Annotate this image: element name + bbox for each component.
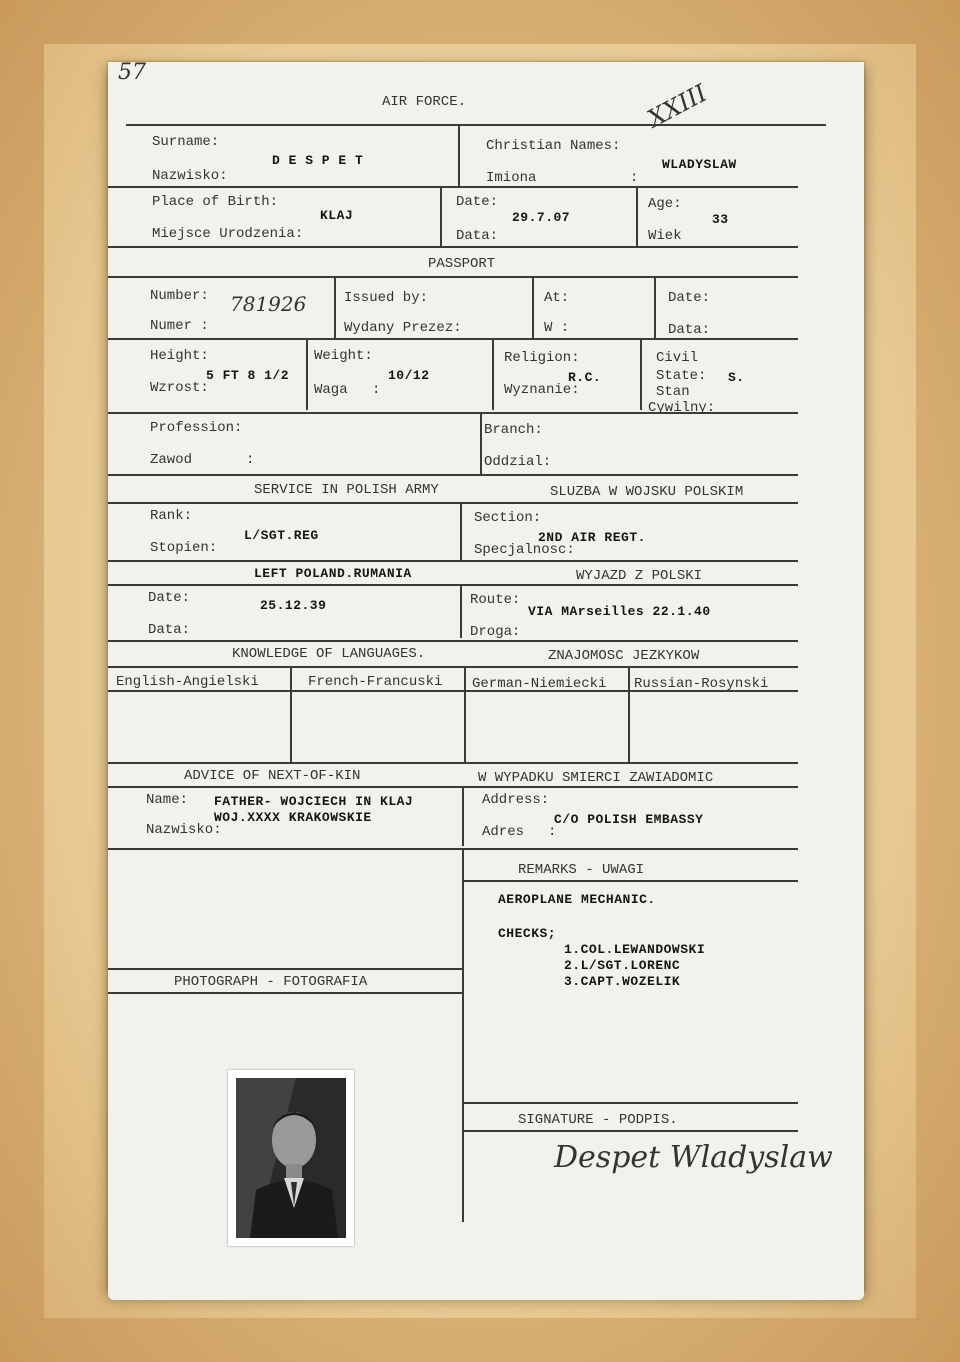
religion-label-pl: Wyznanie: [504, 382, 580, 398]
place-of-birth-label-pl: Miejsce Urodzenia: [152, 226, 304, 242]
weight-value: 10/12 [388, 368, 430, 383]
surname-label: Surname: [152, 134, 220, 150]
departure-date-value: 25.12.39 [260, 598, 327, 613]
remarks-checks-label: CHECKS; [498, 926, 557, 941]
weight-label-pl: Waga [314, 382, 348, 398]
place-of-birth-label: Place of Birth: [152, 194, 279, 210]
issued-by-label: Issued by: [344, 290, 429, 306]
form-title: AIR FORCE. [382, 94, 467, 110]
weight-label: Weight: [314, 348, 373, 364]
kin-address-colon: : [548, 824, 557, 840]
christian-names-value: WLADYSLAW [662, 157, 737, 172]
left-poland-title: LEFT POLAND.RUMANIA [254, 566, 412, 581]
civil-state-label-2: State: [656, 368, 707, 384]
next-of-kin-title-en: ADVICE OF NEXT-OF-KIN [184, 768, 361, 784]
surname-label-pl: Nazwisko: [152, 168, 228, 184]
age-label: Age: [648, 196, 682, 212]
place-of-birth-value: KLAJ [320, 208, 354, 223]
departure-date-label-pl: Data: [148, 622, 191, 638]
age-label-pl: Wiek [648, 228, 682, 244]
route-value: VIA MArseilles 22.1.40 [528, 604, 711, 619]
kin-name-label-pl: Nazwisko: [146, 822, 222, 838]
language-col-russian: Russian-Rosynski [634, 676, 769, 692]
kin-name-line2: WOJ.XXXX KRAKOWSKIE [214, 810, 372, 825]
profession-colon: : [246, 452, 255, 468]
section-value: 2ND AIR REGT. [538, 530, 646, 545]
roman-mark: XXIII [643, 78, 712, 134]
remarks-line1: AEROPLANE MECHANIC. [498, 892, 656, 907]
kin-name-label: Name: [146, 792, 189, 808]
profession-label: Profession: [150, 420, 243, 436]
language-col-german: German-Niemiecki [472, 676, 607, 692]
age-value: 33 [712, 212, 729, 227]
issued-by-label-pl: Wydany Prezez: [344, 320, 462, 336]
issue-date-label: Date: [668, 290, 711, 306]
birth-date-label-pl: Data: [456, 228, 499, 244]
passport-number-label: Number: [150, 288, 209, 304]
height-label: Height: [150, 348, 209, 364]
branch-label-pl: Oddzial: [484, 454, 552, 470]
kin-address-label: Address: [482, 792, 550, 808]
civil-state-label-4: Cywilny: [648, 400, 716, 416]
rank-label: Rank: [150, 508, 193, 524]
languages-title-pl: ZNAJOMOSC JEZKYKOW [548, 648, 700, 664]
passport-title: PASSPORT [428, 256, 496, 272]
signature-title: SIGNATURE - PODPIS. [518, 1112, 678, 1128]
service-title-pl: SLUZBA W WOJSKU POLSKIM [550, 484, 744, 500]
issued-at-label-pl: W : [544, 320, 570, 336]
branch-label: Branch: [484, 422, 543, 438]
applicant-photo [228, 1070, 354, 1246]
document-sheet [108, 62, 864, 1292]
remarks-check-1: 1.COL.LEWANDOWSKI [564, 942, 706, 957]
issued-at-label: At: [544, 290, 570, 306]
languages-title-en: KNOWLEDGE OF LANGUAGES. [232, 646, 426, 662]
departure-date-label: Date: [148, 590, 191, 606]
civil-state-value: S. [728, 370, 745, 385]
language-col-english: English-Angielski [116, 674, 259, 690]
christian-names-label: Christian Names: [486, 138, 621, 154]
profession-label-pl: Zawod [150, 452, 193, 468]
next-of-kin-title-pl: W WYPADKU SMIERCI ZAWIADOMIC [478, 770, 714, 786]
birth-date-label: Date: [456, 194, 499, 210]
corner-mark: 57 [118, 60, 146, 85]
passport-number-value: 781926 [230, 292, 307, 316]
kin-address-label-pl: Adres [482, 824, 525, 840]
remarks-check-2: 2.L/SGT.LORENC [564, 958, 681, 973]
kin-address-value: C/O POLISH EMBASSY [554, 812, 704, 827]
kin-name-line1: FATHER- WOJCIECH IN KLAJ [214, 794, 414, 809]
religion-value: R.C. [568, 370, 602, 385]
civil-state-label-3: Stan [656, 384, 690, 400]
birth-date-value: 29.7.07 [512, 210, 571, 225]
section-label: Section: [474, 510, 542, 526]
surname-value: D E S P E T [272, 153, 364, 168]
rank-value: L/SGT.REG [244, 528, 319, 543]
route-label-pl: Droga: [470, 624, 521, 640]
christian-colon: : [630, 170, 639, 186]
civil-state-label: Civil [656, 350, 699, 366]
left-poland-title-pl: WYJAZD Z POLSKI [576, 568, 703, 584]
route-label: Route: [470, 592, 521, 608]
religion-label: Religion: [504, 350, 580, 366]
remarks-title: REMARKS - UWAGI [518, 862, 645, 878]
signature-value: Despet Wladyslaw [554, 1140, 833, 1175]
remarks-check-3: 3.CAPT.WOZELIK [564, 974, 681, 989]
rank-label-pl: Stopien: [150, 540, 218, 556]
weight-colon: : [372, 382, 381, 398]
section-label-pl: Specjalnosc: [474, 542, 575, 558]
photograph-title: PHOTOGRAPH - FOTOGRAFIA [174, 974, 368, 990]
height-label-pl: Wzrost: [150, 380, 209, 396]
height-value: 5 FT 8 1/2 [206, 368, 290, 383]
christian-names-label-pl: Imiona [486, 170, 537, 186]
service-title-en: SERVICE IN POLISH ARMY [254, 482, 439, 498]
portrait-icon [236, 1078, 346, 1238]
language-col-french: French-Francuski [308, 674, 443, 690]
passport-number-label-pl: Numer : [150, 318, 209, 334]
issue-date-label-pl: Data: [668, 322, 711, 338]
